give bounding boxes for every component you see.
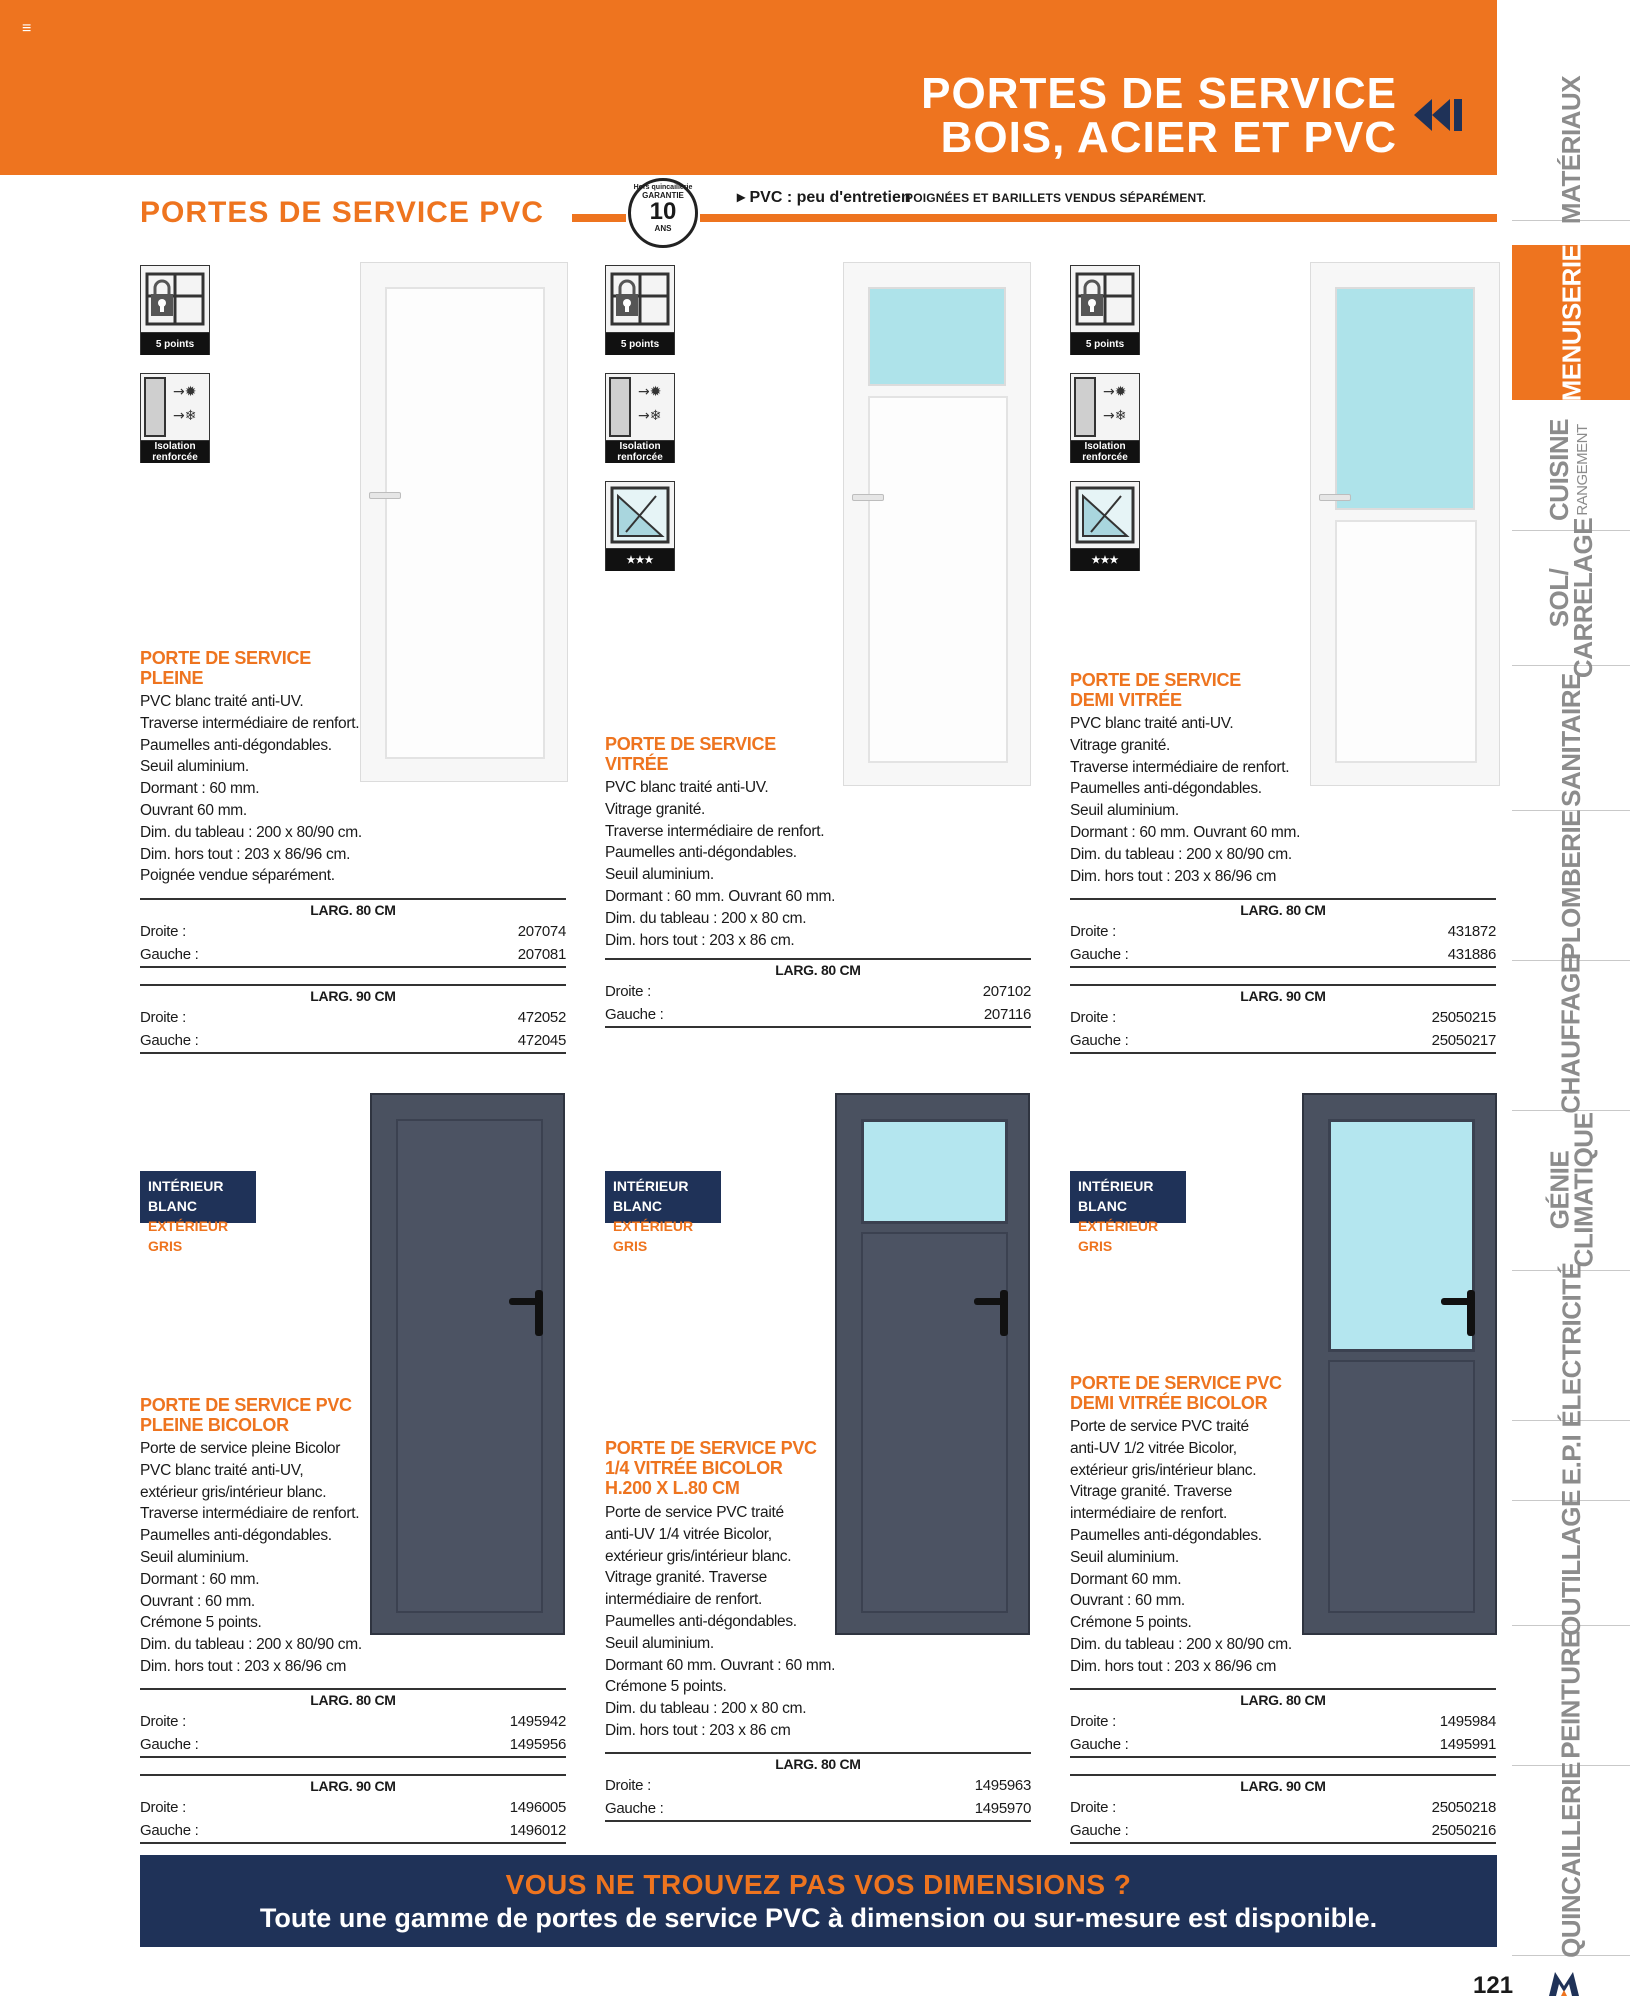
reference-number: 1495963 [974, 1777, 1031, 1794]
reference-number: 1495956 [509, 1736, 566, 1753]
sidebar-item-label-main: CHAUFFAGE [1556, 956, 1586, 1114]
table-row [605, 1774, 1031, 1797]
reference-table [605, 958, 1031, 1028]
sidebar-item-label [1556, 1631, 1586, 1759]
sidebar-item[interactable] [1512, 1489, 1630, 1636]
svg-text:→❄: →❄ [1103, 408, 1127, 424]
description-line: Vitrage granité. [1070, 736, 1171, 754]
reference-number: 207081 [517, 946, 566, 963]
description-line: Vitrage granité. [605, 800, 706, 818]
sidebar-item[interactable] [1512, 810, 1630, 961]
description-line: Seuil aluminium. [1070, 1548, 1179, 1566]
description-line: Seuil aluminium. [1070, 802, 1179, 820]
brand-logo-icon [1547, 1970, 1581, 1998]
description-line: Dormant : 60 mm. [140, 780, 260, 798]
description-line: Vitrage granité. Traverse [1070, 1483, 1232, 1501]
sidebar-item-label-main: PLOMBERIE [1556, 809, 1587, 961]
banner-text: Toute une gamme de portes de service PVC à dimension ou sur-mesure est disponible. [259, 1903, 1378, 1933]
reference-table [140, 1774, 566, 1844]
picto-caption: Isolation renforcée [1071, 441, 1139, 463]
reference-number: 1495970 [974, 1800, 1031, 1817]
reference-number: 25050216 [1431, 1822, 1496, 1839]
row-label: Gauche : [140, 1822, 199, 1839]
color-tag-exterior: EXTÉRIEUR GRIS [613, 1218, 694, 1254]
color-tag-exterior: EXTÉRIEUR GRIS [1078, 1218, 1159, 1254]
sidebar-item[interactable] [1512, 1762, 1630, 1958]
lock-picto-icon [141, 266, 209, 330]
sidebar-item-label-main: OUTILLAGE [1556, 1489, 1586, 1636]
table-row [140, 1733, 566, 1758]
door-handle-icon [369, 492, 401, 499]
description-line: Seuil aluminium. [605, 1634, 714, 1652]
table-row [1070, 1796, 1496, 1819]
description-line: PVC blanc traité anti-UV. [1070, 715, 1234, 732]
product-description [140, 1438, 440, 1678]
page-title [921, 69, 1397, 162]
table-row [1070, 943, 1496, 968]
row-label: Gauche : [1070, 1822, 1129, 1839]
description-line: Paumelles anti-dégondables. [1070, 780, 1262, 798]
table-row [605, 980, 1031, 1003]
product-description [1070, 713, 1370, 887]
lock-picto-icon [606, 266, 674, 330]
row-label: Droite : [1070, 1713, 1116, 1730]
description-line: Dim. hors tout : 203 x 86/96 cm [1070, 1657, 1277, 1675]
sidebar-item-label [1544, 1112, 1598, 1268]
reference-number: 1495942 [509, 1713, 566, 1730]
table-row [605, 1797, 1031, 1822]
svg-text:→✹: →✹ [173, 384, 197, 400]
row-label: Gauche : [1070, 946, 1129, 963]
color-tag [1070, 1171, 1186, 1254]
description-line: PVC blanc traité anti-UV, [140, 1461, 304, 1479]
description-line: Paumelles anti-dégondables. [605, 1612, 797, 1630]
sidebar-item-label [1556, 956, 1586, 1114]
picto-caption: ★★★ [606, 549, 674, 571]
feature-picto [1070, 481, 1140, 571]
description-line: Crémone 5 points. [605, 1678, 727, 1696]
product-title-line: DEMI VITRÉE [1070, 690, 1182, 710]
sidebar-item-label-main: SANITAIRE [1556, 673, 1587, 807]
description-line: Dim. du tableau : 200 x 80/90 cm. [140, 1636, 362, 1654]
description-line: Traverse intermédiaire de renfort. [140, 714, 360, 732]
row-label: Droite : [1070, 1799, 1116, 1816]
description-line: Seuil aluminium. [140, 758, 249, 776]
menu-icon[interactable]: ≡ [22, 20, 32, 37]
svg-text:→❄: →❄ [638, 408, 662, 424]
description-line: Dim. hors tout : 203 x 86 cm. [605, 931, 795, 949]
handles-note: POIGNÉES ET BARILLETS VENDUS SÉPARÉMENT. [905, 191, 1207, 205]
sidebar-item[interactable] [1512, 410, 1630, 531]
sidebar-item[interactable] [1512, 1262, 1630, 1428]
product-title-line: 1/4 VITRÉE BICOLOR [605, 1458, 783, 1478]
warranty-badge-mid: GARANTIE [642, 191, 684, 200]
description-line: Porte de service pleine Bicolor [140, 1440, 341, 1457]
feature-picto [1070, 373, 1140, 463]
sidebar-item[interactable] [1512, 517, 1630, 678]
door-handle-icon [1467, 1290, 1475, 1336]
product-title-line: PLEINE BICOLOR [140, 1415, 289, 1435]
picto-caption: 5 points [606, 333, 674, 355]
description-line: Dim. hors tout : 203 x 86/96 cm [140, 1657, 347, 1675]
double-chevron-left-icon [1410, 95, 1470, 135]
reference-table-header: LARG. 90 CM [140, 984, 566, 1006]
description-line: Dim. du tableau : 200 x 80 cm. [605, 909, 807, 927]
description-line: Traverse intermédiaire de renfort. [1070, 758, 1290, 776]
warranty-badge-number: 10 [649, 198, 677, 225]
row-label: Gauche : [140, 1736, 199, 1753]
reference-table [140, 1688, 566, 1758]
feature-picto [605, 373, 675, 463]
section-title: PORTES DE SERVICE PVC [140, 196, 544, 229]
lock-picto-icon [1071, 266, 1139, 330]
feature-picto [1070, 265, 1140, 355]
sidebar-item-label [1556, 244, 1586, 401]
table-row [140, 943, 566, 968]
description-line: Dim. hors tout : 203 x 86/96 cm. [140, 845, 351, 863]
description-line: Dim. hors tout : 203 x 86/96 cm [1070, 867, 1277, 885]
sidebar-item-label [1556, 1262, 1587, 1428]
sidebar-item-label-main: E.P.I [1555, 1434, 1586, 1486]
reference-number: 1495984 [1439, 1713, 1496, 1730]
row-label: Gauche : [140, 1032, 199, 1049]
reference-number: 472045 [517, 1032, 566, 1049]
description-line: intermédiaire de renfort. [605, 1591, 763, 1609]
reference-table-header: LARG. 80 CM [605, 1752, 1031, 1774]
picto-caption: Isolation renforcée [141, 441, 209, 463]
reference-number: 207116 [983, 1006, 1031, 1023]
warranty-badge-top: Hors quincaillerie [633, 184, 693, 191]
product-title-line: PORTE DE SERVICE [605, 734, 776, 754]
product-title [140, 1395, 352, 1435]
product-title-line: PORTE DE SERVICE PVC [1070, 1373, 1282, 1393]
picto-caption: ★★★ [1071, 549, 1139, 571]
description-line: Dormant : 60 mm. Ouvrant 60 mm. [605, 887, 836, 905]
description-line: Crémone 5 points. [1070, 1614, 1192, 1632]
color-tag-exterior: EXTÉRIEUR GRIS [148, 1218, 229, 1254]
svg-text:→❄: →❄ [173, 408, 197, 424]
description-line: Dim. du tableau : 200 x 80/90 cm. [1070, 845, 1292, 863]
door-glass [861, 1119, 1008, 1224]
product-title [140, 648, 311, 688]
reference-table-header: LARG. 80 CM [1070, 898, 1496, 920]
reference-number: 25050215 [1431, 1009, 1496, 1026]
sidebar-item[interactable] [1512, 956, 1630, 1114]
color-tag-interior: INTÉRIEUR BLANC [1078, 1178, 1154, 1214]
description-line: anti-UV 1/2 vitrée Bicolor, [1070, 1439, 1237, 1457]
door-handle-icon [1319, 494, 1351, 501]
row-label: Droite : [140, 1713, 186, 1730]
reference-table [605, 1752, 1031, 1822]
description-line: Paumelles anti-dégondables. [140, 1527, 332, 1545]
sidebar-item-label [1556, 75, 1586, 225]
color-tag [140, 1171, 256, 1254]
description-line: Traverse intermédiaire de renfort. [605, 822, 825, 840]
reference-table-header: LARG. 80 CM [1070, 1688, 1496, 1710]
insulation-picto-icon [141, 374, 209, 438]
reference-table-header: LARG. 80 CM [140, 1688, 566, 1710]
picto-image [1071, 374, 1139, 441]
reference-number: 431872 [1447, 923, 1496, 940]
picto-image [606, 374, 674, 441]
picto-image [606, 266, 674, 333]
insulation-picto-icon [606, 374, 674, 438]
reference-table-header: LARG. 90 CM [1070, 1774, 1496, 1796]
description-line: Paumelles anti-dégondables. [1070, 1526, 1262, 1544]
color-tag-interior: INTÉRIEUR BLANC [613, 1178, 689, 1214]
description-line: extérieur gris/intérieur blanc. [605, 1547, 792, 1565]
reference-table-header: LARG. 90 CM [1070, 984, 1496, 1006]
description-line: Dim. du tableau : 200 x 80/90 cm. [1070, 1635, 1292, 1653]
table-row [1070, 1710, 1496, 1733]
sidebar-item-label-main: QUINCAILLERIE [1556, 1762, 1587, 1958]
svg-text:→✹: →✹ [1103, 384, 1127, 400]
reference-number: 25050218 [1431, 1799, 1496, 1816]
row-label: Gauche : [605, 1800, 664, 1817]
door-glass [868, 287, 1006, 386]
table-row [1070, 1733, 1496, 1758]
product-title-line: VITRÉE [605, 754, 669, 774]
warranty-badge [628, 178, 698, 248]
reference-number: 207074 [517, 923, 566, 940]
reference-table [140, 898, 566, 968]
door-handle-icon [852, 494, 884, 501]
description-line: Ouvrant : 60 mm. [140, 1592, 255, 1610]
reference-number: 207102 [982, 983, 1031, 1000]
sidebar-item-label-main: PEINTURE [1556, 1631, 1586, 1759]
row-label: Droite : [140, 1009, 186, 1026]
reference-table [1070, 1774, 1496, 1844]
description-line: Dormant : 60 mm. [140, 1570, 260, 1588]
product-title-line: PORTE DE SERVICE PVC [140, 1395, 352, 1415]
glazing-picto-icon [606, 482, 674, 546]
sidebar-item[interactable] [1512, 245, 1630, 400]
row-label: Droite : [605, 983, 651, 1000]
sidebar-item-label [1556, 673, 1587, 807]
door-handle-icon [535, 1290, 543, 1336]
svg-text:→✹: →✹ [638, 384, 662, 400]
description-line: Seuil aluminium. [140, 1548, 249, 1566]
banner-headline: VOUS NE TROUVEZ PAS VOS DIMENSIONS ? [505, 1869, 1132, 1900]
description-line: Paumelles anti-dégondables. [605, 844, 797, 862]
product-title-line: DEMI VITRÉE BICOLOR [1070, 1393, 1268, 1413]
picto-image [1071, 266, 1139, 333]
section-rule-left [572, 214, 626, 222]
pvc-note: ▸ PVC : peu d'entretien [737, 189, 911, 206]
description-line: Dim. du tableau : 200 x 80 cm. [605, 1700, 807, 1718]
product-description [605, 1502, 905, 1742]
row-label: Gauche : [140, 946, 199, 963]
feature-picto [605, 481, 675, 571]
door-glass [1335, 287, 1475, 510]
sidebar-item-label [1555, 1434, 1586, 1486]
sidebar-item-label-main: CUISINE [1544, 419, 1574, 521]
picto-caption: Isolation renforcée [606, 441, 674, 463]
sidebar-item-label [1544, 419, 1595, 521]
page-title-line1: PORTES DE SERVICE [921, 69, 1397, 118]
color-tag [605, 1171, 721, 1254]
page-title-line2: BOIS, ACIER ET PVC [940, 113, 1397, 162]
sidebar-item-label [1556, 1489, 1586, 1636]
product-title-line: PLEINE [140, 668, 204, 688]
color-tag-interior: INTÉRIEUR BLANC [148, 1178, 224, 1214]
door-handle-icon [1000, 1290, 1008, 1336]
feature-picto [140, 373, 210, 463]
reference-table-header: LARG. 90 CM [140, 1774, 566, 1796]
description-line: Porte de service PVC traité [1070, 1418, 1249, 1435]
description-line: extérieur gris/intérieur blanc. [1070, 1461, 1257, 1479]
reference-table-header: LARG. 80 CM [140, 898, 566, 920]
door-image [843, 262, 1031, 786]
row-label: Droite : [1070, 923, 1116, 940]
pvc-note-text: PVC : peu d'entretien [749, 189, 911, 206]
sidebar-item[interactable] [1512, 1110, 1630, 1271]
sidebar-item-label-main: ÉLECTRICITÉ [1556, 1262, 1587, 1428]
description-line: intermédiaire de renfort. [1070, 1505, 1228, 1523]
product-description [1070, 1416, 1370, 1678]
table-row [1070, 1006, 1496, 1029]
description-line: Ouvrant : 60 mm. [1070, 1592, 1185, 1610]
reference-table-header: LARG. 80 CM [605, 958, 1031, 980]
picto-image [606, 482, 674, 549]
description-line: Ouvrant 60 mm. [140, 801, 247, 819]
section-rule-right [700, 214, 1497, 222]
door-image [1310, 262, 1500, 786]
table-row [1070, 1819, 1496, 1844]
sidebar-item-label-main: MENUISERIE [1556, 244, 1586, 401]
picto-image [141, 374, 209, 441]
picto-image [1071, 482, 1139, 549]
description-line: Dim. du tableau : 200 x 80/90 cm. [140, 823, 362, 841]
table-row [140, 1006, 566, 1029]
table-row [1070, 1029, 1496, 1054]
sidebar-item-label [1544, 517, 1599, 678]
picto-image [141, 266, 209, 333]
product-title-line: PORTE DE SERVICE PVC [605, 1438, 817, 1458]
reference-number: 1496012 [509, 1822, 566, 1839]
sidebar-item-label-sub: RANGEMENT [1574, 424, 1591, 516]
sidebar-item-label-sub: CLIMATIQUE [1568, 1112, 1598, 1268]
description-line: Dormant 60 mm. Ouvrant : 60 mm. [605, 1656, 836, 1674]
sidebar-item-label [1556, 809, 1587, 961]
reference-table [1070, 898, 1496, 968]
product-title-line: PORTE DE SERVICE [140, 648, 311, 668]
row-label: Gauche : [1070, 1736, 1129, 1753]
product-title [1070, 1373, 1282, 1413]
sidebar-item[interactable] [1512, 75, 1630, 225]
door-glass [1328, 1119, 1475, 1352]
custom-size-banner [140, 1855, 1497, 1947]
door-panel [385, 287, 545, 759]
row-label: Droite : [140, 923, 186, 940]
description-line: PVC blanc traité anti-UV. [605, 779, 769, 796]
table-row [140, 1819, 566, 1844]
door-panel [868, 396, 1008, 763]
sidebar-item[interactable] [1512, 1625, 1630, 1766]
sidebar-item-label-main: MATÉRIAUX [1556, 75, 1586, 225]
page-number: 121 [1473, 1972, 1514, 1999]
description-line: Vitrage granité. Traverse [605, 1569, 767, 1587]
table-row [140, 1710, 566, 1733]
description-line: Dim. hors tout : 203 x 86 cm [605, 1721, 791, 1739]
picto-caption: 5 points [1071, 333, 1139, 355]
row-label: Gauche : [605, 1006, 664, 1023]
reference-table [140, 984, 566, 1054]
table-row [1070, 920, 1496, 943]
insulation-picto-icon [1071, 374, 1139, 438]
product-title [1070, 670, 1241, 710]
picto-caption: 5 points [141, 333, 209, 355]
table-row [140, 920, 566, 943]
row-label: Gauche : [1070, 1032, 1129, 1049]
description-line: PVC blanc traité anti-UV. [140, 693, 304, 710]
row-label: Droite : [1070, 1009, 1116, 1026]
feature-picto [605, 265, 675, 355]
description-line: Traverse intermédiaire de renfort. [140, 1505, 360, 1523]
row-label: Droite : [605, 1777, 651, 1794]
warranty-badge-bottom: ANS [654, 224, 672, 233]
product-description [140, 691, 440, 887]
product-title [605, 1438, 817, 1498]
description-line: Dormant : 60 mm. Ouvrant 60 mm. [1070, 823, 1301, 841]
reference-number: 1496005 [509, 1799, 566, 1816]
reference-table [1070, 984, 1496, 1054]
sidebar-item-label-main: SOL/ [1544, 568, 1575, 627]
table-row [140, 1029, 566, 1054]
reference-number: 1495991 [1439, 1736, 1496, 1753]
description-line: extérieur gris/intérieur blanc. [140, 1483, 327, 1501]
table-row [605, 1003, 1031, 1028]
product-title-line: H.200 X L.80 CM [605, 1478, 740, 1498]
sidebar-item-label-main: GÉNIE [1544, 1150, 1574, 1230]
description-line: Porte de service PVC traité [605, 1504, 784, 1521]
reference-number: 25050217 [1431, 1032, 1496, 1049]
description-line: Dormant 60 mm. [1070, 1570, 1182, 1588]
table-row [140, 1796, 566, 1819]
reference-number: 472052 [517, 1009, 566, 1026]
reference-number: 431886 [1447, 946, 1496, 963]
sidebar-item[interactable] [1512, 1420, 1630, 1501]
product-title [605, 734, 776, 774]
sidebar-item-label [1556, 1762, 1587, 1958]
reference-table [1070, 1688, 1496, 1758]
description-line: anti-UV 1/4 vitrée Bicolor, [605, 1525, 772, 1543]
sidebar-item[interactable] [1512, 670, 1630, 811]
product-description [605, 777, 905, 951]
description-line: Crémone 5 points. [140, 1614, 262, 1632]
feature-picto [140, 265, 210, 355]
description-line: Seuil aluminium. [605, 866, 714, 884]
description-line: Paumelles anti-dégondables. [140, 736, 332, 754]
sidebar-item-label-sub: CARRELAGE [1568, 517, 1599, 678]
description-line: Poignée vendue séparément. [140, 867, 335, 885]
glazing-picto-icon [1071, 482, 1139, 546]
row-label: Droite : [140, 1799, 186, 1816]
product-title-line: PORTE DE SERVICE [1070, 670, 1241, 690]
